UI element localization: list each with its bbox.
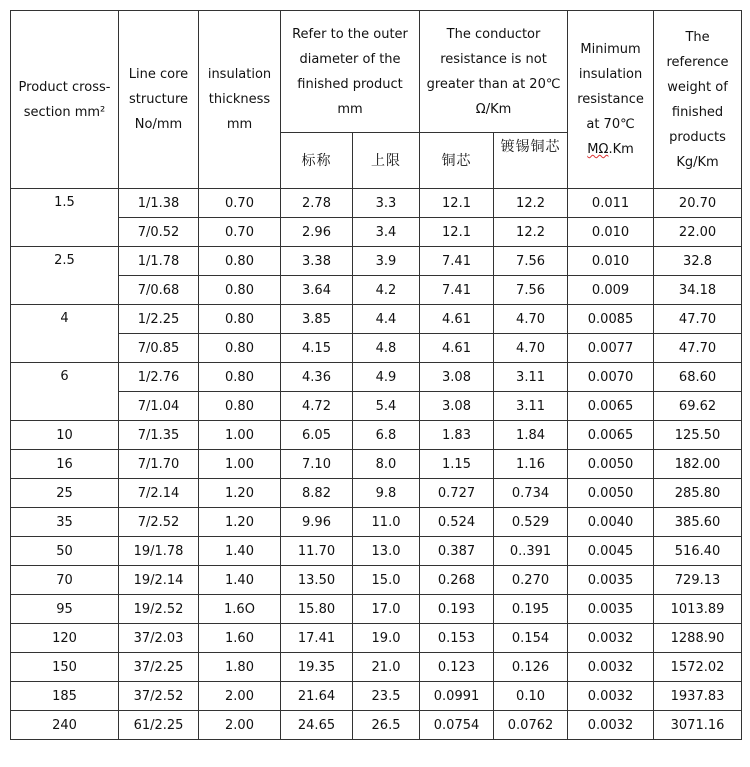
cell-insulation: 1.20	[199, 508, 281, 537]
table-row	[11, 392, 742, 421]
cell-od-upper: 3.9	[353, 247, 420, 276]
cell-insulation: 1.80	[199, 653, 281, 682]
cell-structure: 1/1.78	[119, 247, 199, 276]
cell-cu: 4.61	[420, 305, 494, 334]
cell-section: 1.5	[11, 189, 119, 247]
cell-structure: 61/2.25	[119, 711, 199, 740]
cell-insulation: 0.80	[199, 334, 281, 363]
header-copper-core: 铜芯	[420, 133, 494, 189]
cell-od-upper: 21.0	[353, 653, 420, 682]
cell-insulation: 1.00	[199, 421, 281, 450]
cell-weight: 32.8	[654, 247, 742, 276]
cell-od-upper: 4.9	[353, 363, 420, 392]
header-cross-section: Product cross-section mm²	[11, 11, 119, 189]
header-conductor-resistance: The conductor resistance is not greater than at 20℃ Ω/Km	[420, 11, 568, 133]
cell-structure: 1/2.25	[119, 305, 199, 334]
cell-cu: 0.0754	[420, 711, 494, 740]
cell-od-nominal: 2.96	[281, 218, 353, 247]
cell-cu: 0.0991	[420, 682, 494, 711]
cell-tinned: 0.195	[494, 595, 568, 624]
cell-tinned: 7.56	[494, 276, 568, 305]
cell-section: 120	[11, 624, 119, 653]
cell-od-nominal: 2.78	[281, 189, 353, 218]
cell-min-res: 0.009	[568, 276, 654, 305]
cell-section: 2.5	[11, 247, 119, 305]
cell-insulation: 1.20	[199, 479, 281, 508]
cell-od-nominal: 15.80	[281, 595, 353, 624]
table-row	[11, 653, 742, 682]
cell-cu: 0.727	[420, 479, 494, 508]
cell-min-res: 0.0035	[568, 595, 654, 624]
cell-structure: 37/2.52	[119, 682, 199, 711]
cell-min-res: 0.0050	[568, 450, 654, 479]
cell-tinned: 0.0762	[494, 711, 568, 740]
cell-insulation: 2.00	[199, 682, 281, 711]
header-min-insulation-resistance	[568, 11, 654, 189]
cell-insulation: 1.6O	[199, 595, 281, 624]
cell-structure: 7/1.04	[119, 392, 199, 421]
cell-cu: 4.61	[420, 334, 494, 363]
cell-od-nominal: 3.64	[281, 276, 353, 305]
cell-weight: 729.13	[654, 566, 742, 595]
cell-od-upper: 5.4	[353, 392, 420, 421]
cell-cu: 0.123	[420, 653, 494, 682]
cell-structure: 19/2.14	[119, 566, 199, 595]
cell-tinned: 7.56	[494, 247, 568, 276]
table-row	[11, 305, 742, 334]
table-row	[11, 595, 742, 624]
cell-structure: 19/1.78	[119, 537, 199, 566]
cell-weight: 47.70	[654, 334, 742, 363]
cell-od-upper: 19.0	[353, 624, 420, 653]
cell-structure: 7/1.70	[119, 450, 199, 479]
cell-weight: 22.00	[654, 218, 742, 247]
cell-od-nominal: 3.38	[281, 247, 353, 276]
cell-structure: 7/2.52	[119, 508, 199, 537]
cell-od-upper: 4.2	[353, 276, 420, 305]
table-row	[11, 334, 742, 363]
cell-min-res: 0.0065	[568, 421, 654, 450]
cell-od-upper: 23.5	[353, 682, 420, 711]
cell-weight: 34.18	[654, 276, 742, 305]
cell-section: 185	[11, 682, 119, 711]
cell-od-nominal: 4.36	[281, 363, 353, 392]
cell-cu: 3.08	[420, 363, 494, 392]
cell-od-upper: 3.4	[353, 218, 420, 247]
cell-od-upper: 11.0	[353, 508, 420, 537]
cell-tinned: 12.2	[494, 189, 568, 218]
cell-min-res: 0.0070	[568, 363, 654, 392]
cell-od-nominal: 7.10	[281, 450, 353, 479]
cell-section: 6	[11, 363, 119, 421]
cell-insulation: 1.40	[199, 537, 281, 566]
cell-weight: 20.70	[654, 189, 742, 218]
header-tinned-copper-core: 镀锡铜芯	[494, 133, 568, 189]
min-res-unit-suffix: .Km	[608, 142, 634, 157]
cell-tinned: 0.734	[494, 479, 568, 508]
cell-od-upper: 15.0	[353, 566, 420, 595]
cell-section: 16	[11, 450, 119, 479]
cell-section: 4	[11, 305, 119, 363]
cell-min-res: 0.011	[568, 189, 654, 218]
cell-min-res: 0.0065	[568, 392, 654, 421]
cell-section: 10	[11, 421, 119, 450]
header-upper-limit: 上限	[353, 133, 420, 189]
cell-min-res: 0.0077	[568, 334, 654, 363]
table-body	[11, 189, 742, 740]
cell-weight: 68.60	[654, 363, 742, 392]
cell-od-nominal: 8.82	[281, 479, 353, 508]
cell-min-res: 0.0040	[568, 508, 654, 537]
cell-insulation: 0.70	[199, 218, 281, 247]
table-row	[11, 711, 742, 740]
cell-tinned: 0.126	[494, 653, 568, 682]
header-outer-diameter: Refer to the outer diameter of the finished product mm	[281, 11, 420, 133]
cell-od-nominal: 17.41	[281, 624, 353, 653]
cell-structure: 7/0.68	[119, 276, 199, 305]
cell-min-res: 0.0045	[568, 537, 654, 566]
spec-table-container	[10, 10, 742, 740]
cell-structure: 19/2.52	[119, 595, 199, 624]
cell-od-upper: 9.8	[353, 479, 420, 508]
cell-cu: 0.387	[420, 537, 494, 566]
cell-weight: 182.00	[654, 450, 742, 479]
cell-insulation: 0.70	[199, 189, 281, 218]
cell-od-upper: 4.8	[353, 334, 420, 363]
cell-od-nominal: 9.96	[281, 508, 353, 537]
cell-cu: 1.83	[420, 421, 494, 450]
cell-section: 35	[11, 508, 119, 537]
cell-weight: 1937.83	[654, 682, 742, 711]
cell-od-nominal: 13.50	[281, 566, 353, 595]
cell-weight: 3071.16	[654, 711, 742, 740]
cell-tinned: 0..391	[494, 537, 568, 566]
cell-od-nominal: 4.72	[281, 392, 353, 421]
cell-min-res: 0.0032	[568, 653, 654, 682]
cell-section: 25	[11, 479, 119, 508]
cell-min-res: 0.0032	[568, 711, 654, 740]
cell-weight: 1288.90	[654, 624, 742, 653]
header-core-structure: Line core structure No/mm	[119, 11, 199, 189]
cell-structure: 7/0.52	[119, 218, 199, 247]
cell-cu: 0.524	[420, 508, 494, 537]
cell-od-nominal: 6.05	[281, 421, 353, 450]
table-row	[11, 247, 742, 276]
cell-cu: 0.193	[420, 595, 494, 624]
table-row	[11, 537, 742, 566]
table-row	[11, 508, 742, 537]
cell-tinned: 0.270	[494, 566, 568, 595]
table-row	[11, 218, 742, 247]
min-res-label: Minimum insulation resistance at 70℃	[577, 42, 644, 132]
cell-section: 50	[11, 537, 119, 566]
cell-cu: 0.268	[420, 566, 494, 595]
cell-cu: 12.1	[420, 218, 494, 247]
cell-od-upper: 3.3	[353, 189, 420, 218]
cell-structure: 1/1.38	[119, 189, 199, 218]
cell-structure: 7/0.85	[119, 334, 199, 363]
cell-weight: 125.50	[654, 421, 742, 450]
cell-od-nominal: 11.70	[281, 537, 353, 566]
table-row	[11, 421, 742, 450]
cell-od-upper: 13.0	[353, 537, 420, 566]
cell-od-upper: 26.5	[353, 711, 420, 740]
cell-tinned: 0.154	[494, 624, 568, 653]
cell-insulation: 2.00	[199, 711, 281, 740]
table-row	[11, 682, 742, 711]
cell-od-nominal: 4.15	[281, 334, 353, 363]
cell-insulation: 0.80	[199, 363, 281, 392]
cell-weight: 47.70	[654, 305, 742, 334]
header-reference-weight: The reference weight of finished products Kg/Km	[654, 11, 742, 189]
cell-weight: 1013.89	[654, 595, 742, 624]
cell-min-res: 0.0085	[568, 305, 654, 334]
header-insulation-thickness: insulation thickness mm	[199, 11, 281, 189]
cell-structure: 7/2.14	[119, 479, 199, 508]
table-row	[11, 566, 742, 595]
cell-od-nominal: 21.64	[281, 682, 353, 711]
cell-insulation: 0.80	[199, 276, 281, 305]
cell-insulation: 0.80	[199, 247, 281, 276]
cell-cu: 7.41	[420, 247, 494, 276]
min-res-unit: MΩ	[587, 142, 609, 157]
cell-tinned: 3.11	[494, 392, 568, 421]
cell-weight: 1572.02	[654, 653, 742, 682]
cell-section: 95	[11, 595, 119, 624]
table-row	[11, 189, 742, 218]
cell-od-nominal: 24.65	[281, 711, 353, 740]
cell-min-res: 0.010	[568, 218, 654, 247]
cell-tinned: 0.529	[494, 508, 568, 537]
cell-tinned: 0.10	[494, 682, 568, 711]
cell-tinned: 1.84	[494, 421, 568, 450]
cell-tinned: 3.11	[494, 363, 568, 392]
cell-min-res: 0.0032	[568, 624, 654, 653]
cell-min-res: 0.0032	[568, 682, 654, 711]
cable-spec-table	[10, 10, 742, 740]
cell-od-nominal: 3.85	[281, 305, 353, 334]
cell-weight: 385.60	[654, 508, 742, 537]
cell-insulation: 1.40	[199, 566, 281, 595]
cell-cu: 0.153	[420, 624, 494, 653]
table-row	[11, 450, 742, 479]
cell-weight: 285.80	[654, 479, 742, 508]
table-row	[11, 363, 742, 392]
cell-insulation: 0.80	[199, 392, 281, 421]
cell-od-upper: 8.0	[353, 450, 420, 479]
cell-weight: 69.62	[654, 392, 742, 421]
table-row	[11, 276, 742, 305]
cell-structure: 37/2.03	[119, 624, 199, 653]
cell-od-upper: 17.0	[353, 595, 420, 624]
cell-tinned: 4.70	[494, 334, 568, 363]
cell-structure: 37/2.25	[119, 653, 199, 682]
cell-insulation: 1.00	[199, 450, 281, 479]
cell-od-upper: 6.8	[353, 421, 420, 450]
cell-insulation: 1.60	[199, 624, 281, 653]
cell-cu: 1.15	[420, 450, 494, 479]
cell-structure: 7/1.35	[119, 421, 199, 450]
cell-tinned: 4.70	[494, 305, 568, 334]
cell-weight: 516.40	[654, 537, 742, 566]
table-row	[11, 479, 742, 508]
cell-tinned: 1.16	[494, 450, 568, 479]
cell-insulation: 0.80	[199, 305, 281, 334]
cell-cu: 3.08	[420, 392, 494, 421]
table-row	[11, 624, 742, 653]
cell-structure: 1/2.76	[119, 363, 199, 392]
cell-od-upper: 4.4	[353, 305, 420, 334]
cell-min-res: 0.0050	[568, 479, 654, 508]
cell-cu: 7.41	[420, 276, 494, 305]
cell-cu: 12.1	[420, 189, 494, 218]
cell-min-res: 0.010	[568, 247, 654, 276]
cell-tinned: 12.2	[494, 218, 568, 247]
cell-section: 240	[11, 711, 119, 740]
header-nominal: 标称	[281, 133, 353, 189]
cell-section: 150	[11, 653, 119, 682]
cell-min-res: 0.0035	[568, 566, 654, 595]
cell-od-nominal: 19.35	[281, 653, 353, 682]
cell-section: 70	[11, 566, 119, 595]
